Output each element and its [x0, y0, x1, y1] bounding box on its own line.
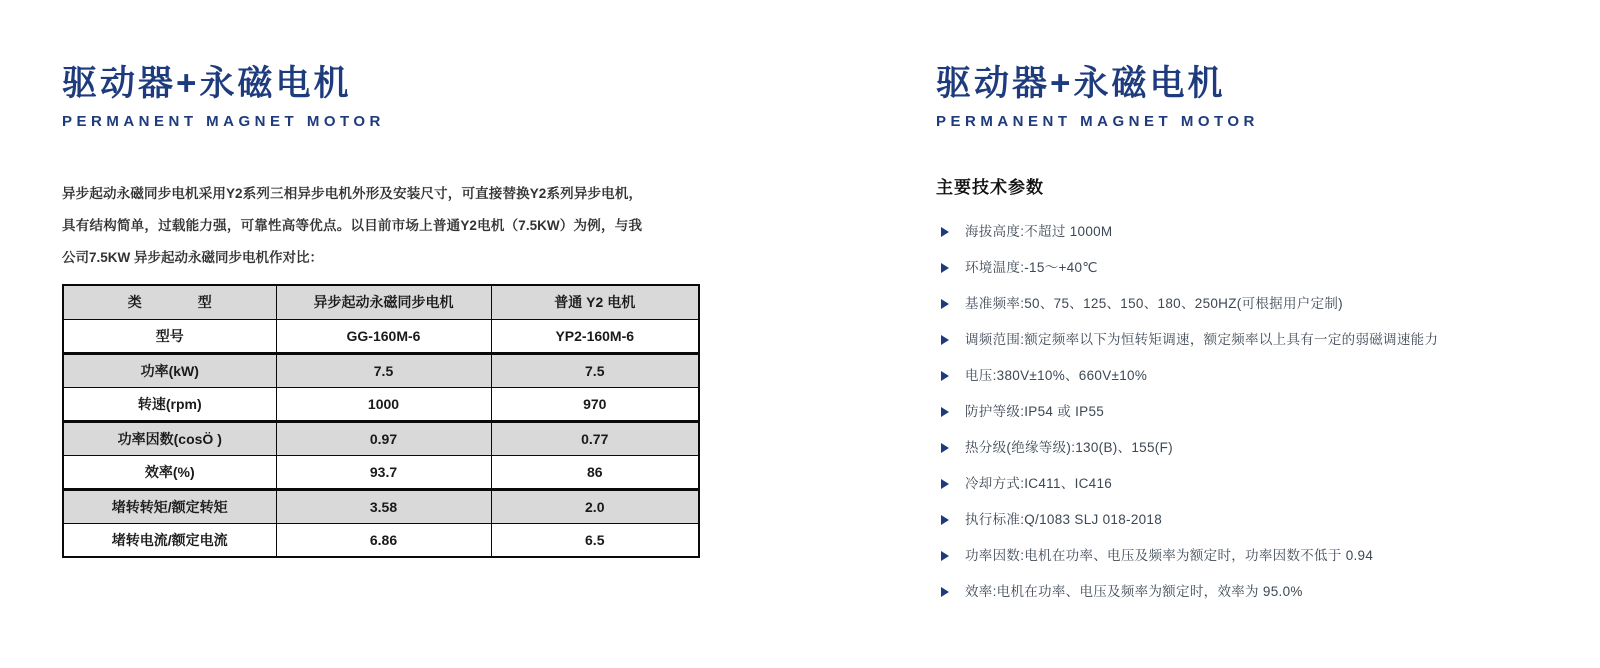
comparison-table-head-row: [63, 285, 699, 319]
spec-item: [941, 367, 1581, 384]
table-cell: 堵转转矩/额定转矩: [63, 489, 276, 523]
table-header-cell: 异步起动永磁同步电机: [276, 285, 491, 319]
table-row: [63, 319, 699, 353]
table-cell: 7.5: [276, 353, 491, 387]
table-row: [63, 421, 699, 455]
page-title-right: 驱动器+永磁电机: [936, 64, 1226, 103]
spec-item: [941, 295, 1581, 312]
table-header-cell: 普通 Y2 电机: [491, 285, 699, 319]
spec-text: 冷却方式:IC411、IC416: [965, 476, 1113, 491]
table-row: [63, 353, 699, 387]
comparison-table: [62, 284, 700, 558]
triangle-right-icon: [941, 371, 949, 381]
table-cell: 93.7: [276, 455, 491, 489]
table-cell: 6.86: [276, 523, 491, 557]
spec-text: 执行标准:Q/1083 SLJ 018-2018: [965, 512, 1163, 527]
triangle-right-icon: [941, 479, 949, 489]
spec-text: 效率:电机在功率、电压及频率为额定时，效率为 95.0%: [965, 584, 1303, 599]
table-cell: 86: [491, 455, 699, 489]
triangle-right-icon: [941, 299, 949, 309]
table-cell: 功率因数(cosÖ ): [63, 421, 276, 455]
spec-item: [941, 403, 1581, 420]
spec-text: 环境温度:-15～+40℃: [965, 260, 1098, 275]
page-subtitle-left: PERMANENT MAGNET MOTOR: [62, 113, 385, 130]
spec-item: [941, 475, 1581, 492]
table-row: [63, 489, 699, 523]
left-column: [62, 64, 712, 558]
table-row: [63, 523, 699, 557]
spec-text: 基准频率:50、75、125、150、180、250HZ(可根据用户定制): [965, 296, 1343, 311]
triangle-right-icon: [941, 443, 949, 453]
table-cell: 0.77: [491, 421, 699, 455]
table-header-cell: 类 型: [63, 285, 276, 319]
table-cell: 6.5: [491, 523, 699, 557]
intro-paragraph: 异步起动永磁同步电机采用Y2系列三相异步电机外形及安装尺寸，可直接替换Y2系列异步电机，具有结构简单，过载能力强，可靠性高等优点。以目前市场上普通Y2电机（7.5KW）为例，与我公司7.5KW 异步起动永磁同步电机作对比：: [62, 186, 642, 265]
spec-item: [941, 259, 1581, 276]
page-subtitle-right: PERMANENT MAGNET MOTOR: [936, 113, 1259, 130]
comparison-table-body: [63, 319, 699, 557]
spec-text: 防护等级:IP54 或 IP55: [965, 404, 1105, 419]
spec-item: [941, 331, 1581, 348]
spec-text: 海拔高度:不超过 1000M: [965, 224, 1113, 239]
right-column: [936, 64, 1581, 619]
spec-item: [941, 223, 1581, 240]
table-cell: 型号: [63, 319, 276, 353]
triangle-right-icon: [941, 227, 949, 237]
spec-item: [941, 583, 1581, 600]
spec-item: [941, 547, 1581, 564]
specs-list: [936, 223, 1581, 600]
table-row: [63, 455, 699, 489]
table-cell: 3.58: [276, 489, 491, 523]
triangle-right-icon: [941, 515, 949, 525]
spec-text: 功率因数:电机在功率、电压及频率为额定时，功率因数不低于 0.94: [965, 548, 1374, 563]
triangle-right-icon: [941, 587, 949, 597]
section-heading-tech-params: 主要技术参数: [936, 178, 1044, 197]
table-cell: 7.5: [491, 353, 699, 387]
page-title-left: 驱动器+永磁电机: [62, 64, 352, 103]
table-cell: 堵转电流/额定电流: [63, 523, 276, 557]
table-cell: 970: [491, 387, 699, 421]
table-cell: 2.0: [491, 489, 699, 523]
table-cell: YP2-160M-6: [491, 319, 699, 353]
triangle-right-icon: [941, 551, 949, 561]
table-cell: 转速(rpm): [63, 387, 276, 421]
spec-item: [941, 439, 1581, 456]
table-row: [63, 387, 699, 421]
table-cell: 功率(kW): [63, 353, 276, 387]
spec-item: [941, 511, 1581, 528]
triangle-right-icon: [941, 263, 949, 273]
table-cell: 效率(%): [63, 455, 276, 489]
spec-text: 调频范围:额定频率以下为恒转矩调速，额定频率以上具有一定的弱磁调速能力: [965, 332, 1439, 347]
table-cell: 1000: [276, 387, 491, 421]
triangle-right-icon: [941, 407, 949, 417]
triangle-right-icon: [941, 335, 949, 345]
spec-text: 电压:380V±10%、660V±10%: [965, 368, 1148, 383]
spec-text: 热分级(绝缘等级):130(B)、155(F): [965, 440, 1173, 455]
table-cell: 0.97: [276, 421, 491, 455]
table-cell: GG-160M-6: [276, 319, 491, 353]
